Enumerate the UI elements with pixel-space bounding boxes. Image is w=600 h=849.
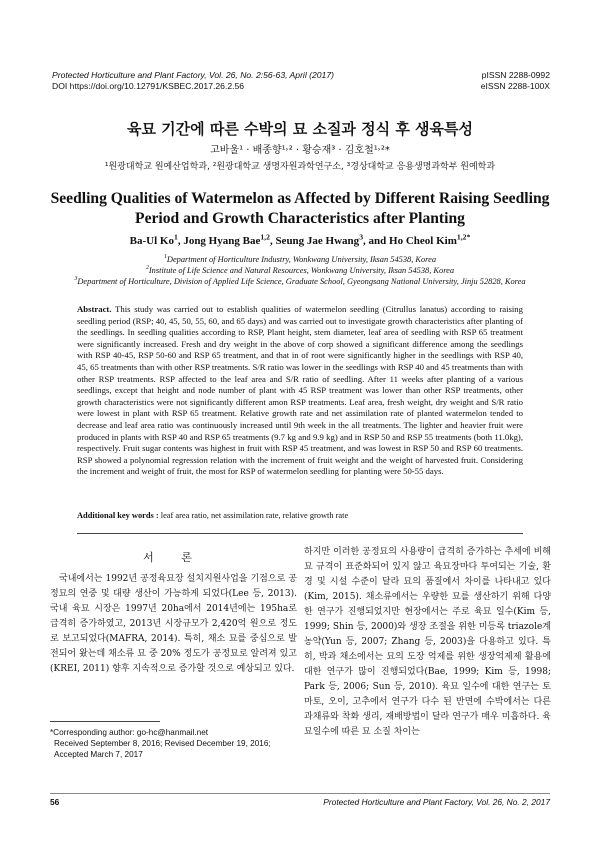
english-affiliations	[10, 254, 590, 288]
affiliation-line	[10, 276, 590, 287]
keywords-text: leaf area ratio, net assimilation rate, relative growth rate	[158, 511, 349, 520]
korean-authors: 고바울¹ · 배종향¹˒² · 황승재³ · 김호철¹˒²*	[210, 145, 390, 156]
journal-citation: Protected Horticulture and Plant Factory, Vol. 26, No. 2:56-63, April (2017)	[52, 70, 334, 80]
right-column	[304, 545, 551, 740]
header-left	[52, 70, 334, 92]
pissn: pISSN 2288-0992	[481, 70, 550, 80]
footer-journal: Protected Horticulture and Plant Factory, Vol. 26, No. 2, 2017	[323, 797, 550, 807]
affiliation-line	[10, 254, 590, 265]
author-sup: 1	[173, 232, 178, 242]
affiliation-sup: 1	[163, 254, 167, 261]
affiliation-text: Institute of Life Science and Natural Resources, Wonkwang University, Iksan 54538, Korea	[148, 266, 455, 276]
author-name: Ho Cheol Kim	[389, 235, 457, 247]
affiliation-sup: 3	[74, 276, 78, 283]
korean-affiliations: ¹원광대학교 원예산업학과, ²원광대학교 생명자원과학연구소, ³경상대학교 응용생명과학부 원예학과	[104, 162, 496, 172]
page-number: 56	[50, 797, 60, 807]
footer-divider	[50, 793, 550, 794]
accepted-date: Accepted March 7, 2017	[54, 750, 143, 760]
section-title-introduction: 서 론	[143, 551, 204, 564]
affiliation-text: Department of Horticulture Industry, Wonkwang University, Iksan 54538, Korea	[166, 255, 437, 264]
left-column	[50, 572, 297, 677]
author-sup: 1,2*	[456, 232, 471, 242]
abstract-label: Abstract.	[77, 304, 112, 314]
author-sep: ,	[177, 235, 184, 247]
keywords-label: Additional key words :	[77, 511, 159, 520]
affiliation-text: Department of Horticulture, Division of Applied Life Science, Graduate School, Gyeongsang National University, Jinju 52828, Korea	[77, 277, 526, 287]
author-sup: 3	[359, 232, 364, 242]
footnote-divider	[50, 721, 160, 722]
english-authors	[0, 232, 600, 247]
header-right	[481, 70, 550, 92]
affiliation-sup: 2	[145, 265, 149, 272]
doi-line[interactable]: DOI https://doi.org/10.12791/KSBEC.2017.26.2.56	[52, 81, 245, 91]
author-name: Jong Hyang Bae	[183, 235, 261, 247]
keywords	[77, 511, 523, 520]
footnote	[50, 727, 271, 761]
abstract-text: This study was carried out to establish qualities of watermelon seedling (Citrullus lanatus) according to raising seedling period (RSP; 40, 45, 50, 55, 60, and 65 days) and was carried out to investigate growth characteristics after planting of the seedlings. In seedling qualities according to RSP, Plant height, stem diameter, leaf area of seedling with RSP 65 treatment were significantly increased. Fresh and dry weight in the above of corp showed a significant difference among the seedlings with RSP 40-45, RSP 50-60 and RSP 65 treatment, and that in of root were significantly higher in the seedlings with RSP 40, 45, 65 treatments than with other RSP treatments. S/R ratio was lower in the seedlings with RSP 40 and 45 treatments than with other RSP treatments. RSP affected to the leaf area and S/R ratio of seedling. After 11 weeks after planting of a various seedlings, except that height and node number of plant with 45 RSP treatment was lower than other RSP treatments, other growth characteristics were not significantly different amon RSP treatments. Leaf area, fresh weight, dry weight and S/R ratio were lowest in plant with RSP 65 treatment. Relative growth rate and net assimilation rate of planted watermelon tended to decrease and leaf area ratio was continuously increased until 9th week in the all treatments. The lighter and heavier fruit were produced in plants with RSP 40 and RSP 65 treatments (9.7 kg and 9.9 kg) and in RSP 50 and RSP 55 treatments (both 11.0kg), respectively. Fruit sugar contents was highest in fruit with RSP 45 treatment, and was lowest in RSP 50 and RSP 60 treatments. RSP showed a polynomial regression relation with the increment of fruit weight and the weight of harvested fruit. Considering the increment and weight of fruit, the most for RSP of watermelon seedling for planting were 50-55 days.	[77, 304, 523, 477]
english-title: Seedling Qualities of Watermelon as Affected by Different Raising Seedling Period and Growth Characteristics after Planting	[50, 190, 550, 227]
korean-title: 육묘 기간에 따른 수박의 묘 소질과 정식 후 생육특성	[126, 120, 474, 138]
intro-paragraph-continued: 하지만 이러한 공정묘의 사용량이 급격히 증가하는 추세에 비해 묘 규격이 표준화되어 있지 않고 육묘장마다 투여되는 기술, 환경 및 시설 수준이 달라 묘의 품질에서 차이를 나타내고 있다(Kim, 2015). 채소류에서는 우량한 묘를 생산하기 위해 다양한 연구가 진행되었지만 현장에서는 주로 육묘 일수(Kim 등, 1999; Shin 등, 2000)와 생장 조절을 위한 미등록 triazole계 농약(Yun 등, 2007; Zhang 등, 2003)을 다용하고 있다. 특히, 박과 채소에서는 묘의 도장 억제를 위한 생장억제제 활용에 대한 연구가 많이 진행되었다(Bae, 1999; Kim 등, 1998; Park 등, 2006; Sun 등, 2010). 육묘 일수에 대한 연구는 토마토, 오이, 고추에서 연구가 다수 된 반면에 수박에서는 다른 과채류와 착화 생리, 재배방법이 달라 연구가 매우 미흡하다. 육묘일수에 따른 묘 소질 차이는	[304, 547, 551, 737]
affiliation-line	[10, 265, 590, 276]
section-divider	[77, 533, 523, 534]
abstract	[77, 304, 523, 478]
author-name: Ba-Ul Ko	[129, 235, 174, 247]
received-date: Received September 8, 2016; Revised December 19, 2016;	[54, 739, 271, 749]
author-sep: , and	[363, 235, 390, 247]
author-sep: ,	[269, 235, 276, 247]
intro-paragraph: 국내에서는 1992년 공정육묘장 설치지원사업을 기점으로 공정묘의 연중 및 대량 생산이 가능하게 되었다(Lee 등, 2013). 국내 육묘 시장은 1997년 20ha에서 2014년에는 195ha로 급격히 증가하였고, 2013년 시장규모가 2,420억 원으로 정도로 보고되었다(MAFRA, 2014). 특히, 채소 묘를 중심으로 발전되어 왔는데 채소류 묘 중 20% 정도가 공정묘로 알려져 있고(KREI, 2011) 향후 지속적으로 증가할 것으로 예상되고 있다.	[50, 574, 297, 674]
eissn: eISSN 2288-100X	[480, 81, 550, 91]
corresponding-author[interactable]: *Corresponding author: go-hc@hanmail.net	[50, 728, 209, 737]
author-name: Seung Jae Hwang	[275, 235, 360, 247]
author-sup: 1,2	[260, 232, 270, 242]
